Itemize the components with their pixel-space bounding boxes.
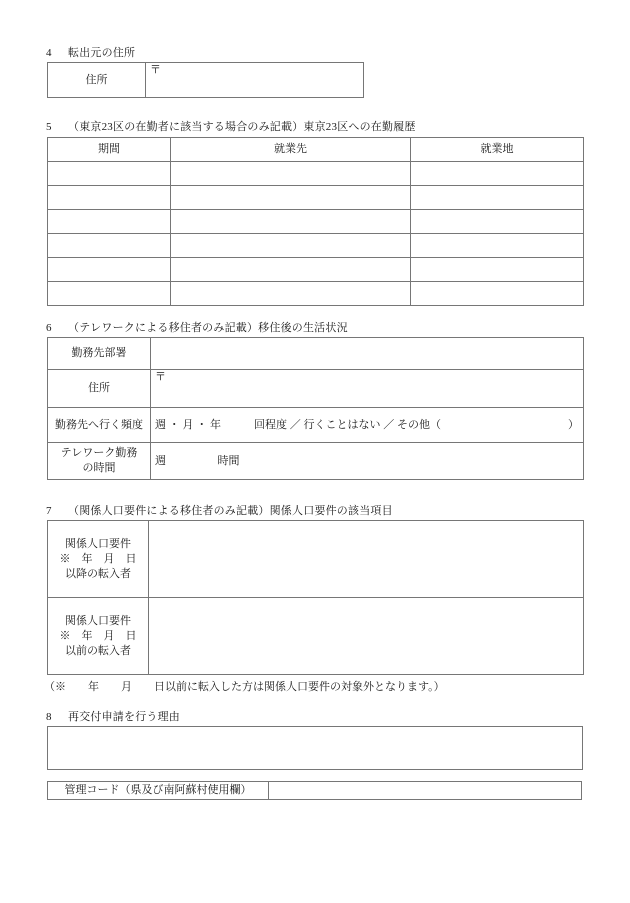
address-value-cell[interactable] [151,370,584,408]
worklocation-cell[interactable] [411,282,584,306]
period-cell[interactable] [48,210,171,234]
period-cell[interactable] [48,282,171,306]
section-4-heading [46,46,135,60]
section-8-title: 再交付申請を行う理由 [68,711,180,723]
after-label-line2: ※ 年 月 日 [59,552,137,565]
telework-hours-unit-hour: 時間 [217,454,240,467]
section-5-table [47,137,584,306]
column-header-workplace: 就業先 [171,138,411,162]
before-label-line3: 以前の転入者 [65,644,131,657]
population-requirement-before-value-cell[interactable] [149,598,584,675]
workplace-cell[interactable] [171,258,411,282]
worklocation-cell[interactable] [411,186,584,210]
worklocation-cell[interactable] [411,210,584,234]
table-row [48,782,582,800]
table-row [48,521,584,598]
telework-hours-unit-week: 週 [155,454,166,467]
after-label-line3: 以降の転入者 [65,567,131,580]
section-6-heading [46,321,348,335]
population-requirement-after-label-cell [48,521,149,598]
worklocation-cell[interactable] [411,258,584,282]
table-row [48,162,584,186]
reissue-reason-box[interactable] [47,726,583,770]
section-8-number: 8 [46,711,52,723]
department-value-cell[interactable] [151,338,584,370]
worklocation-cell[interactable] [411,162,584,186]
section-7-table [47,520,584,675]
table-row [48,598,584,675]
worklocation-cell[interactable] [411,234,584,258]
before-label-line2: ※ 年 月 日 [59,629,137,642]
workplace-cell[interactable] [171,210,411,234]
table-row [48,408,584,443]
before-label-line1: 関係人口要件 [65,614,131,627]
admin-code-label-cell: 管理コード（県及び南阿蘇村使用欄） [48,782,269,800]
postal-mark-icon: 〒 [155,371,166,383]
column-header-worklocation: 就業地 [411,138,584,162]
table-row [48,258,584,282]
address-label-cell: 住所 [48,370,151,408]
commute-frequency-other-close: ） [568,418,579,431]
workplace-cell[interactable] [171,186,411,210]
period-cell[interactable] [48,258,171,282]
commute-frequency-value-cell[interactable] [151,408,584,443]
table-row [48,186,584,210]
section-5-title: （東京23区の在勤者に該当する場合のみ記載）東京23区への在勤履歴 [68,121,416,133]
telework-hours-value-cell[interactable] [151,443,584,480]
table-header-row [48,138,584,162]
table-row [48,370,584,408]
address-label-cell: 住所 [48,63,146,98]
telework-hours-label-line1: テレワーク勤務 [60,447,138,459]
table-row [48,63,364,98]
table-row [48,210,584,234]
department-label-cell: 勤務先部署 [48,338,151,370]
telework-hours-label-line2: の時間 [82,462,116,474]
period-cell[interactable] [48,162,171,186]
postal-mark-icon: 〒 [150,64,161,76]
column-header-period: 期間 [48,138,171,162]
address-value-cell[interactable] [146,63,364,98]
period-cell[interactable] [48,234,171,258]
population-requirement-note: （※ 年 月 日以前に転入した方は関係人口要件の対象外となります。） [44,681,445,693]
section-5-number: 5 [46,121,52,133]
section-8-heading [46,710,180,724]
admin-code-value-cell[interactable] [269,782,582,800]
after-label-line1: 関係人口要件 [65,537,131,550]
admin-code-table [47,781,582,800]
table-row [48,282,584,306]
workplace-cell[interactable] [171,234,411,258]
commute-frequency-options: 週 ・ 月 ・ 年 回程度 ／ 行くことはない ／ その他（ [155,418,441,431]
section-6-number: 6 [46,322,52,334]
table-row [48,338,584,370]
telework-hours-label-cell [48,443,151,480]
period-cell[interactable] [48,186,171,210]
workplace-cell[interactable] [171,162,411,186]
section-4-title: 転出元の住所 [68,47,136,59]
table-row [48,443,584,480]
section-7-heading [46,504,393,518]
table-row [48,234,584,258]
section-6-table [47,337,584,480]
section-4-number: 4 [46,47,52,59]
population-requirement-before-label-cell [48,598,149,675]
section-7-number: 7 [46,505,52,517]
section-7-title: （関係人口要件による移住者のみ記載）関係人口要件の該当項目 [68,505,393,517]
section-6-title: （テレワークによる移住者のみ記載）移住後の生活状況 [68,322,348,334]
commute-frequency-label-cell: 勤務先へ行く頻度 [48,408,151,443]
section-5-heading [46,120,416,134]
section-4-table [47,62,364,98]
population-requirement-after-value-cell[interactable] [149,521,584,598]
workplace-cell[interactable] [171,282,411,306]
